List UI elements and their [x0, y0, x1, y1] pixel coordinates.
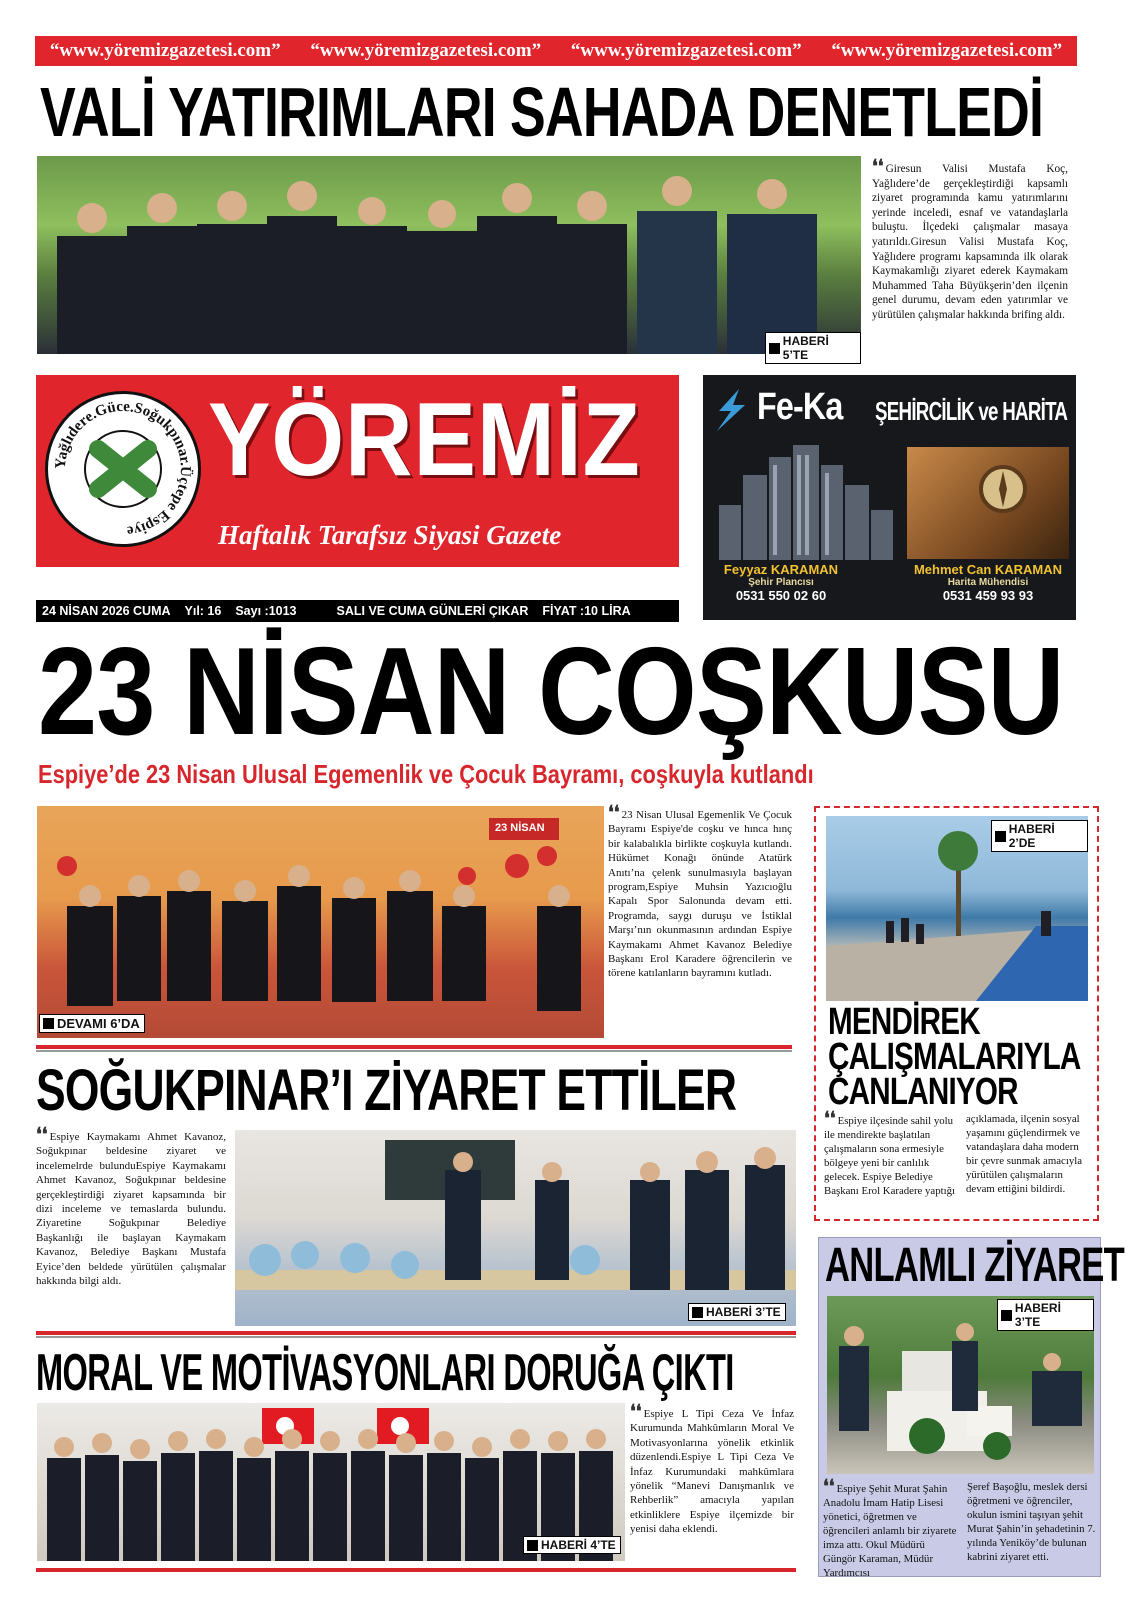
mendirek-headline-line: MENDİREK: [828, 1001, 980, 1043]
quote-mark-icon: ❛❛: [823, 1476, 835, 1496]
sogukpinar-body: [36, 1124, 226, 1288]
sogukpinar-continue-tag[interactable]: [688, 1303, 786, 1321]
square-bullet-icon: [995, 831, 1006, 842]
ad-left-title: Şehir Plancısı: [748, 577, 814, 588]
anlamli-continue-tag[interactable]: [997, 1299, 1094, 1331]
square-bullet-icon: [692, 1307, 703, 1318]
compass-icon: [907, 447, 1069, 559]
tag-label: HABERİ 4’TE: [541, 1538, 616, 1552]
mendirek-body-left: [824, 1108, 959, 1198]
masthead-subtitle: Haftalık Tarafsız Siyasi Gazete: [218, 520, 562, 550]
ad-brand: Fe-Ka: [757, 386, 843, 428]
issue-schedule: SALI VE CUMA GÜNLERİ ÇIKAR: [336, 604, 529, 618]
moral-photo: [37, 1403, 625, 1561]
quote-mark-icon: ❛❛: [872, 156, 884, 176]
ad-right-name: Mehmet Can KARAMAN: [913, 562, 1063, 577]
square-bullet-icon: [1001, 1310, 1012, 1321]
tag-label: HABERİ 2’DE: [1008, 822, 1055, 850]
ad-left-contact: [721, 562, 841, 603]
issue-date: 24 NİSAN 2026 CUMA: [42, 604, 171, 618]
sogukpinar-headline: SOĞUKPINAR’I ZİYARET ETTİLER: [36, 1058, 737, 1123]
main-continue-tag[interactable]: [39, 1014, 145, 1033]
anlamli-box: [818, 1237, 1124, 1579]
feka-logo-icon: [709, 387, 755, 433]
lead-body-text: Giresun Valisi Mustafa Koç, Yağlıdere’de gerçekleştirdiği kapsamlı ziyaret programında kamu yatırımlarını yerinde inceledi, esnaf ve vatandaşlarla buluştu. İlçedeki çalışmalar masaya yatırıldı.Giresun Valisi Mustafa Koç, Yağlıdere programı kapsamında ilk olarak Kaymakamlığı ziyaret ederek Kaymakam Muhammed Taha Büyükşerin’den ilçenin genel durumu, devam eden yatırımlar ve yürütülen çalışmalar hakkında brifing aldı.: [872, 163, 1068, 321]
lead-body: [872, 156, 1068, 323]
moral-continue-tag[interactable]: [523, 1536, 621, 1554]
ad-right-title: Harita Mühendisi: [947, 577, 1029, 588]
sogukpinar-body-text: Espiye Kaymakamı Ahmet Kavanoz, Soğukpınar beldesine ziyaret ve incelemelrde bulunduEspiye Kaymakamı Ahmet Kavanoz, Soğukpınar beldesine gerçekleştirdiği ziyaret kapsamında bir dizi inceleme ve temaslarda bulundu. Ziyaretine Soğukpınar Belediye Başkanlığı ile başlayan Kaymakam Kavanoz, Belediye Başkanı Mustafa Eyice’den beldede yürütülen çalışmalar hakkında bilgi aldı.: [36, 1131, 226, 1288]
lead-photo: [37, 156, 861, 362]
main-subheadline: Espiye’de 23 Nisan Ulusal Egemenlik ve Çocuk Bayramı, coşkuyla kutlandı: [38, 759, 814, 789]
anlamli-photo: [827, 1296, 1094, 1474]
square-bullet-icon: [527, 1540, 538, 1551]
sogukpinar-photo: [235, 1130, 796, 1326]
dateline-bar: [36, 600, 679, 622]
issue-number: Sayı :1013: [235, 604, 297, 618]
quote-mark-icon: ❛❛: [630, 1401, 642, 1421]
ad-box[interactable]: [703, 375, 1076, 620]
section-rule: [36, 1568, 796, 1572]
masthead-title: YÖREMİZ: [208, 382, 641, 498]
issue-year: Yıl: 16: [184, 604, 222, 618]
ad-left-phone[interactable]: 0531 550 02 60: [735, 588, 827, 603]
moral-body: [630, 1401, 794, 1537]
main-body-text: 23 Nisan Ulusal Egemenlik Ve Çocuk Bayramı Espiye'de coşku ve hınca hınç bir kalabalıkla birlikte coşkuyla kutlandı. Hükümet Konağı önünde Atatürk Anıtı’na çelenk sunulmasıyla başlayan program,Espiye Muhsin Yazıcıoğlu Kapalı Spor Salonunda devam etti. Programda, saygı duruşu ve İstiklal Marşı’nın okunmasının ardından Espiye Kaymakamı Ahmet Kavanoz Belediye Başkanı Erol Karadere öğrencilerin ve törene katılanların bayramını kutladı.: [608, 809, 792, 980]
quote-mark-icon: ❛❛: [36, 1124, 48, 1144]
mendirek-continue-tag[interactable]: [991, 820, 1088, 852]
city-skyline: [711, 445, 896, 560]
main-photo: [37, 806, 604, 1038]
anlamli-body-left-text: Espiye Şehit Murat Şahin Anadolu İmam Hatip Lisesi yönetici, öğretmen ve öğrencileri anlamlı bir ziyarete imza attı. Okul Müdürü Güngör Karaman, Müdür Yardımcısı: [823, 1483, 957, 1579]
tag-label: DEVAMI 6’DA: [57, 1016, 140, 1031]
banner-url[interactable]: “www.yöremizgazetesi.com”: [310, 40, 542, 61]
stage-banner: 23 NİSAN: [495, 822, 545, 834]
tag-label: HABERİ 5’TE: [782, 334, 829, 362]
mendirek-body-left-text: Espiye ilçesinde sahil yolu ile mendirekte başlatılan çalışmaların sona ermesiyle bölgeye yeni bir canlılık gelecek. Espiye Belediye Başkanı Erol Karadere yaptığı: [824, 1115, 956, 1197]
section-rule: [36, 1045, 792, 1049]
lead-continue-tag[interactable]: [765, 332, 861, 364]
moral-body-text: Espiye L Tipi Ceza Ve İnfaz Kurumunda Mahkûmların Moral Ve Motivasyonlarına yönelik etkinlik düzenlendi.Espiye L Tipi Ceza Ve İnfaz Kurumundaki mahkûmlara yönelik “Manevi Danışmanlık ve Rehberlik” amacıyla yapılan etkinliklere Espiye ilçemizde bir yenisi daha eklendi.: [630, 1408, 794, 1536]
section-rule: [36, 1331, 796, 1335]
top-url-banner: [35, 36, 1077, 66]
logo-seal: [45, 391, 201, 547]
ad-right-contact: [908, 562, 1068, 603]
mendirek-headline-line: ÇALIŞMALARIYLA: [828, 1036, 1081, 1078]
mendirek-body-right: açıklamada, ilçenin sosyal yaşamını güçlendirmek ve vatandaşlara daha modern bir çevre sunmak amacıyla yürütülen çalışmaların devam ettiğini bildirdi.: [966, 1113, 1083, 1195]
quote-mark-icon: ❛❛: [608, 802, 620, 822]
classroom-figures: [235, 1130, 796, 1326]
anlamli-body-left: [823, 1476, 959, 1580]
square-bullet-icon: [43, 1018, 54, 1029]
ad-left-name: Feyyaz KARAMAN: [723, 562, 839, 577]
tag-label: HABERİ 3’TE: [1014, 1301, 1061, 1329]
issue-price: FİYAT :10 LİRA: [542, 604, 631, 618]
logo-ring: [48, 394, 198, 544]
section-rule: [36, 1050, 792, 1052]
masthead: [36, 375, 679, 567]
main-body: [608, 802, 792, 981]
banner-url[interactable]: “www.yöremizgazetesi.com”: [49, 40, 281, 61]
square-bullet-icon: [769, 343, 780, 354]
lead-photo-figures: [37, 156, 861, 354]
mendirek-headline-line: CANLANIYOR: [828, 1071, 1018, 1113]
logo-ring-text: Yağlıdere.Güce.Soğukpınar.Üçtepe Espiye: [52, 398, 194, 539]
main-photo-figures: [37, 806, 604, 1038]
mendirek-photo: [826, 816, 1088, 1001]
anlamli-headline: ANLAMLI ZİYARET: [825, 1239, 1124, 1292]
ad-right-phone[interactable]: 0531 459 93 93: [942, 588, 1034, 603]
anlamli-body-right: Şeref Başoğlu, meslek dersi öğretmeni ve öğrenciler, okulun ismini taşıyan şehit Murat Şahin’in şehadetinin 7. yılında Yeniköy’de bulunan kabrini ziyaret etti.: [967, 1481, 1096, 1563]
mendirek-box: [814, 806, 1099, 1221]
banner-url[interactable]: “www.yöremizgazetesi.com”: [831, 40, 1063, 61]
quote-mark-icon: ❛❛: [824, 1108, 836, 1128]
banner-url[interactable]: “www.yöremizgazetesi.com”: [570, 40, 802, 61]
tag-label: HABERİ 3’TE: [706, 1305, 781, 1319]
moral-headline: MORAL VE MOTİVASYONLARI DORUĞA ÇIKTI: [36, 1344, 734, 1402]
map-photo: [907, 447, 1069, 559]
ad-tagline: ŞEHİRCİLİK ve HARİTA: [875, 396, 1068, 426]
main-headline: 23 NİSAN COŞKUSU: [38, 623, 1064, 761]
lead-headline: VALİ YATIRIMLARI SAHADA DENETLEDİ: [40, 73, 1044, 151]
section-rule: [36, 1336, 796, 1338]
